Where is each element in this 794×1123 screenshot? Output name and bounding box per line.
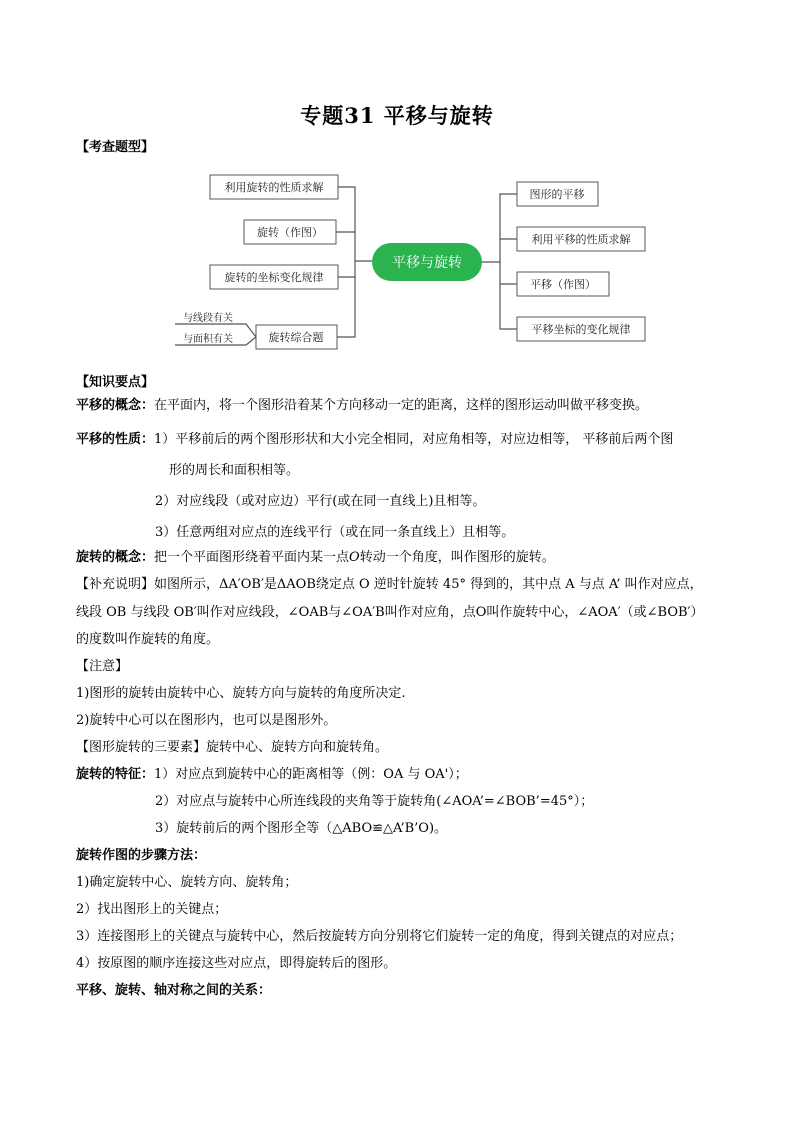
- mindmap-sub-label: 与线段有关: [183, 313, 233, 324]
- relation-heading: 平移、旋转、轴对称之间的关系：: [76, 983, 272, 998]
- mindmap-connector: [338, 187, 372, 261]
- mindmap-node-label: 平移（作图）: [530, 278, 596, 291]
- mindmap: [0, 0, 794, 360]
- term-label: 旋转的特征：: [76, 767, 155, 782]
- step-3: 3）连接图形上的关键点与旋转中心，然后按旋转方向分别将它们旋转一定的角度，得到关键点的对应点；: [76, 929, 683, 944]
- note-heading: 【注意】: [76, 659, 129, 674]
- rotation-feature-1: [76, 765, 468, 785]
- term-label: 平移的概念：: [76, 398, 155, 413]
- section-knowledge-points: 【知识要点】: [76, 375, 155, 390]
- mindmap-node-label: 旋转的坐标变化规律: [224, 271, 324, 284]
- translation-property-3: 3）任意两组对应点的连线平行（或在同一条直线上）且相等。: [155, 525, 515, 540]
- three-elements: 【图形旋转的三要素】旋转中心、旋转方向和旋转角。: [76, 740, 389, 755]
- note-2: 2)旋转中心可以在图形内，也可以是图形外。: [76, 713, 337, 728]
- feature-text: 1）对应点到旋转中心的距离相等（例：OA 与 OA'）；: [154, 767, 468, 782]
- mindmap-node-label: 图形的平移: [529, 188, 585, 201]
- mindmap-connector: [338, 261, 355, 277]
- translation-property-1-cont: 形的周长和面积相等。: [169, 463, 300, 478]
- supplement-line-1: 【补充说明】如图所示，ΔA′OB′是ΔAOB绕定点 O 逆时针旋转 45° 得到的，其中点 A 与点 A’ 叫作对应点，: [76, 577, 703, 592]
- mindmap-connector: [337, 277, 355, 337]
- steps-heading: 旋转作图的步骤方法：: [76, 848, 207, 863]
- mindmap-node-label: 利用旋转的性质求解: [224, 181, 324, 194]
- mindmap-node-label: 旋转综合题: [268, 331, 324, 344]
- page-title: 专题31 平移与旋转: [300, 103, 494, 128]
- supplement-line-3: 的度数叫作旋转的角度。: [76, 632, 220, 647]
- step-1: 1)确定旋转中心、旋转方向、旋转角；: [76, 875, 298, 890]
- term-label: 旋转的概念：: [76, 550, 155, 565]
- mindmap-center-label: 平移与旋转: [392, 255, 462, 271]
- note-1: 1)图形的旋转由旋转中心、旋转方向与旋转的角度所决定.: [76, 686, 406, 701]
- supplement-line-2: 线段 OB 与线段 OB′叫作对应线段，∠OAB与∠OA′B叫作对应角，点O叫作旋转中心，∠AOA′（或∠BOB′）: [76, 605, 704, 620]
- definition-text: 在平面内，将一个图形沿着某个方向移动一定的距离，这样的图形运动叫做平移变换。: [154, 398, 649, 413]
- mindmap-node-label: 平移坐标的变化规律: [531, 323, 631, 336]
- rotation-feature-2: 2）对应点与旋转中心所连线段的夹角等于旋转角(∠AOA’=∠BOB’=45°）；: [155, 794, 594, 809]
- mindmap-node-label: 旋转（作图）: [257, 226, 323, 239]
- definition-text: 把一个平面图形绕着平面内某一点: [154, 550, 350, 565]
- translation-property-1: [76, 430, 673, 450]
- property-text: 1）平移前后的两个图形形状和大小完全相同，对应角相等，对应边相等， 平移前后两个图: [154, 432, 674, 447]
- translation-property-2: 2）对应线段（或对应边）平行(或在同一直线上)且相等。: [155, 494, 486, 509]
- translation-concept: [76, 396, 648, 416]
- rotation-concept: [76, 548, 555, 568]
- mindmap-node-label: 利用平移的性质求解: [531, 233, 631, 246]
- mindmap-connector: [500, 262, 517, 329]
- mindmap-connector: [482, 194, 517, 262]
- step-4: 4）按原图的顺序连接这些对应点，即得旋转后的图形。: [76, 956, 397, 971]
- definition-text: 转动一个角度，叫作图形的旋转。: [359, 550, 555, 565]
- rotation-feature-3: 3）旋转前后的两个图形全等（△ABO≌△A’B’O)。: [155, 821, 448, 836]
- step-2: 2）找出图形上的关键点；: [76, 902, 228, 917]
- mindmap-sub-label: 与面积有关: [183, 334, 233, 345]
- section-question-types: 【考查题型】: [76, 140, 155, 155]
- point-o: O: [349, 550, 360, 565]
- term-label: 平移的性质：: [76, 432, 155, 447]
